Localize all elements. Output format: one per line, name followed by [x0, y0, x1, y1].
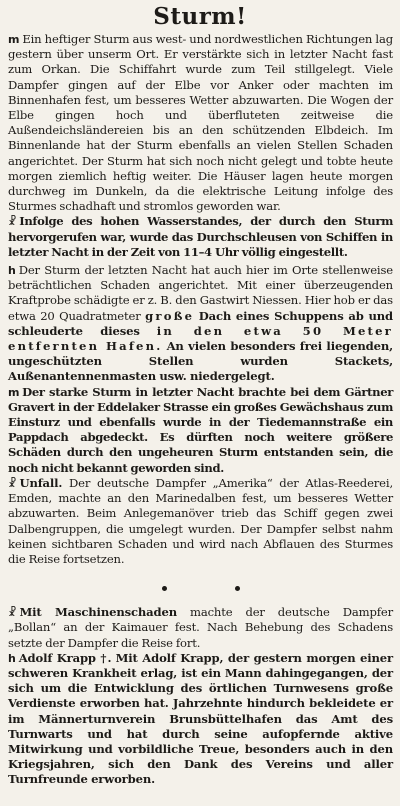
paragraph-greenhouse	[8, 385, 393, 476]
paragraph-text: Ein heftiger Sturm aus west- und nordwestlichen Richtungen lag gestern über unserm Ort. Er verstärkte sich in letzter Nacht fast zum Orkan. Die Schiffahrt wurde zum Teil stillgelegt. Viele Dampfer gingen auf der Elbe vor Anker oder machten im Binnenhafen fest, um besseres Wetter abzuwarten. Die Wogen der Elbe gingen hoch und überfluteten zeitweise die Außendeichsländereien bis an den schützenden Elbdeich. Im Binnenlande hat der Sturm ebenfalls an vielen Stellen Schaden angerichtet. Der Sturm hat sich noch nicht gelegt und tobte heute morgen ziemlich heftig weiter. Die Häuser lagen heute morgen durchweg im Dunkeln, da die elektrische Leitung infolge des Sturmes schadhaft und stromlos geworden war.	[8, 32, 393, 214]
section-separator	[8, 571, 393, 605]
paragraph-text-bold: Dach eines Schuppens ab und schleuderte dieses	[8, 308, 393, 338]
chi-rho-icon: ☧	[8, 215, 17, 229]
paragraph-lead: Adolf Krapp †.	[18, 650, 112, 665]
paragraph-text: Der deutsche Dampfer „Amerika“ der Atlas-Reederei, Emden, machte an den Marinedalben fest, um besseres Wetter abzuwarten. Beim Anlegemanöver trieb das Schiff gegen zwei Dalbengruppen, die umgelegt wurden. Der Dampfer selbst nahm keinen sichtbaren Schaden und wird nach Abflauen des Sturmes die Reise fortsetzen.	[8, 475, 393, 566]
paragraph-storm-report	[8, 32, 393, 214]
paragraph-lock-closure	[8, 214, 393, 260]
paragraph-accident	[8, 476, 393, 567]
paragraph-text: machte der deutsche Dampfer „Bollan“ an der Kaimauer fest. Nach Behebung des Schadens setzte der Dampfer die Reise fort.	[8, 605, 394, 650]
section-marker-m-icon: m	[8, 33, 20, 46]
chi-rho-icon: ☧	[8, 476, 17, 490]
separator-dot-icon	[162, 586, 167, 591]
paragraph-obituary	[8, 651, 393, 788]
paragraph-engine-damage	[8, 605, 393, 651]
spaced-emphasis: große	[145, 308, 195, 323]
headline: Sturm!	[153, 3, 247, 30]
paragraph-text-bold: Mit Adolf Krapp, der gestern morgen einer schweren Krankheit erlag, ist ein Mann dahingegangen, der sich um die Entwicklung des örtlichen Turnwesens große Verdienste erworben hat. Jahrzehnte hindurch bekleidete er im Männerturnverein Brunsbüttelhafen das Amt des Turnwarts und hat durch seine aufopfernde aktive Mitwirkung und vorbildliche Treue, besonders auch in den Kriegsjahren, sich den Dank des Vereins und aller Turnfreunde erworben.	[8, 650, 393, 787]
section-marker-m-icon: m	[8, 385, 20, 399]
section-marker-h-icon: h	[8, 651, 16, 665]
paragraph-text: Der Sturm der letzten Nacht hat auch hier im Orte stellenweise beträchtlichen Schaden angerichtet. Mit einer überzeugenden Kraftprobe schädigte er z. B. den Gastwirt Niessen. Hier hob er das etwa 20 Quadratmeter	[8, 263, 393, 323]
paragraph-text: Infolge des hohen Wasserstandes, der durch den Sturm hervorgerufen war, wurde das Durchschleusen von Schiffen in letzter Nacht in der Zeit von 11–4 Uhr völlig eingestellt.	[8, 214, 393, 259]
separator-dot-icon	[235, 586, 240, 591]
chi-rho-icon: ☧	[8, 606, 17, 620]
paragraph-local-damage	[8, 263, 393, 385]
spaced-emphasis: in den etwa 50 Meter entfernten Hafen.	[8, 323, 393, 354]
paragraph-text-bold: An vielen besonders frei liegenden, ungeschützten Stellen wurden Stackets, Außenantennenmasten usw. niedergelegt.	[8, 339, 393, 384]
article-column	[0, 32, 400, 788]
paragraph-lead: Unfall.	[19, 475, 63, 490]
section-marker-h-icon: h	[8, 264, 16, 278]
paragraph-lead: Mit Maschinenschaden	[19, 605, 177, 620]
paragraph-text: Der starke Sturm in letzter Nacht brachte bei dem Gärtner Gravert in der Eddelaker Strasse ein großes Gewächshaus zum Einsturz und ebenfalls wurde in der Tiedemannstraße ein Pappdach abgedeckt. Es dürften noch weitere größere Schäden durch den ungeheuren Sturm entstanden sein, die noch nicht bekannt geworden sind.	[8, 384, 393, 475]
